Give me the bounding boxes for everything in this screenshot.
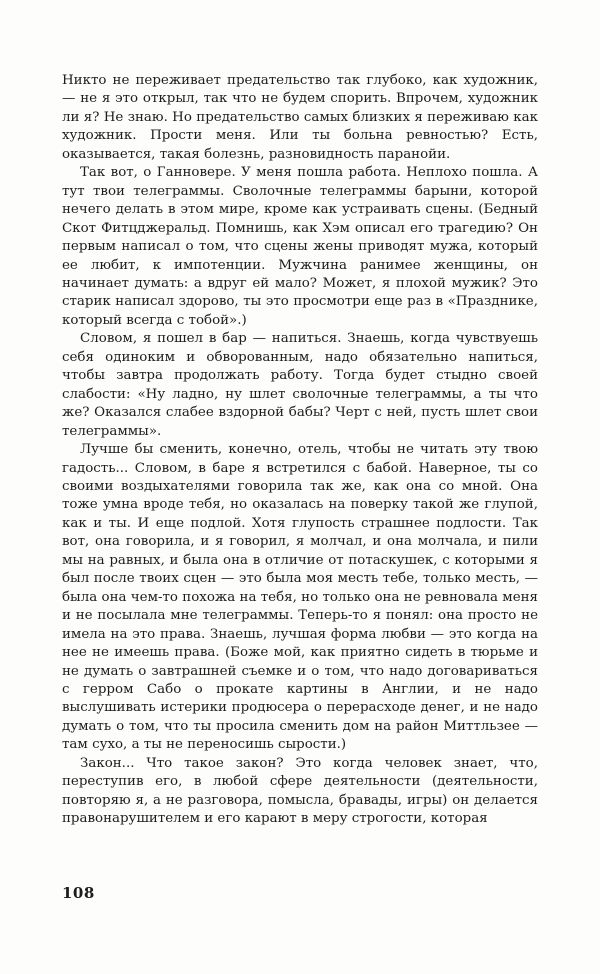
paragraph-1: Никто не переживает предательство так глубоко, как художник, — не я это открыл, так что не будем спорить. Впрочем, художник ли я? Не знаю. Но предательство самых близких я переживаю как художник. Прости меня. Или ты больна ревностью? Есть, оказывается, такая болезнь, разновидность паранойи. xyxy=(62,73,538,162)
paragraph-3: Словом, я пошел в бар — напиться. Знаешь, когда чувствуешь себя одиноким и обворованным, надо обязательно напиться, чтобы завтра продолжать работу. Тогда будет стыдно своей слабости: «Ну ладно, ну шлет сволочные телеграммы, а ты что же? Оказался слабее вздорной бабы? Черт с ней, пусть шлет свои телеграммы». xyxy=(62,331,538,439)
paragraph-2: Так вот, о Ганновере. У меня пошла работа. Неплохо пошла. А тут твои телеграммы. Сволочные телеграммы барыни, которой нечего делать в этом мире, кроме как устраивать сцены. (Бедный Скот Фитцджеральд. Помнишь, как Хэм описал его трагедию? Он первым написал о том, что сцены жены приводят мужа, который ее любит, к импотенции. Мужчина ранимее женщины, он начинает думать: а вдруг ей мало? Может, я плохой мужик? Это старик написал здорово, ты это просмотри еще раз в «Празднике, который всегда с тобой».) xyxy=(62,165,538,328)
body-text xyxy=(62,72,538,829)
paragraph-5: Закон... Что такое закон? Это когда человек знает, что, переступив его, в любой сфере деятельности (деятельности, повторяю я, а не разговора, помысла, бравады, игры) он делается правонарушителем и его карают в меру строгости, которая xyxy=(62,755,538,827)
paragraph-4: Лучше бы сменить, конечно, отель, чтобы не читать эту твою гадость... Словом, в баре я встретился с бабой. Наверное, ты со своими воздыхателями говорила так же, как она со мной. Она тоже умна вроде тебя, но оказалась на поверку такой же глупой, как и ты. И еще подлой. Хотя глупость страшнее подлости. Так вот, она говорила, и я говорил, я молчал, и она молчала, и пили мы на равных, и была она в отличие от потаскушек, с которыми я был после твоих сцен — это была моя месть тебе, только месть, — была она чем-то похожа на тебя, но только она не ревновала меня и не посылала мне телеграммы. Теперь-то я понял: она просто не имела на это права. Знаешь, лучшая форма любви — это когда на нее не имеешь права. (Боже мой, как приятно сидеть в тюрьме и не думать о завтрашней съемке и о том, что надо договариваться с герром Сабо о прокате картины в Англии, и не надо выслушивать истерики продюсера о перерасходе денег, и не надо думать о том, что ты просила сменить дом на район Миттльзее — там сухо, а ты не переносишь сырости.) xyxy=(62,442,538,753)
page-number: 108 xyxy=(62,884,95,902)
